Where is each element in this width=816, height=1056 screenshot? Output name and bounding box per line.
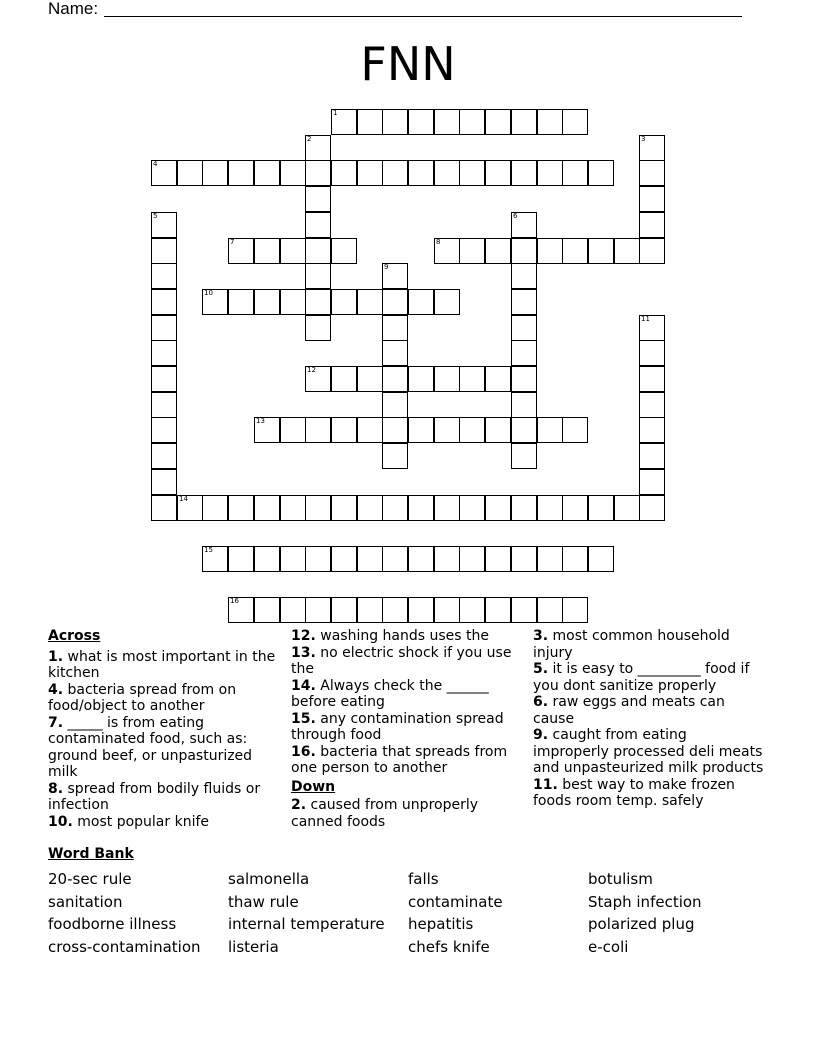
crossword-cell[interactable] xyxy=(305,186,331,212)
crossword-cell[interactable] xyxy=(485,495,511,521)
crossword-cell[interactable] xyxy=(151,469,177,495)
crossword-cell[interactable] xyxy=(228,546,254,572)
crossword-cell[interactable] xyxy=(562,417,588,443)
word-bank-item: chefs knife xyxy=(408,937,490,956)
clue-number: 8 xyxy=(436,238,441,246)
crossword-cell[interactable] xyxy=(254,495,280,521)
crossword-cell[interactable] xyxy=(305,546,331,572)
down-clue: 11. best way to make frozen foods room temp. safely xyxy=(533,776,735,809)
crossword-cell[interactable] xyxy=(151,315,177,341)
word-bank-item: contaminate xyxy=(408,892,503,911)
clue-number: 4 xyxy=(153,160,158,168)
word-bank-item: e-coli xyxy=(588,937,629,956)
crossword-cell[interactable] xyxy=(382,340,408,366)
down-clue: 5. it is easy to _________ food if you dont sanitize properly xyxy=(533,661,750,694)
down-clue: 9. caught from eating improperly processed deli meats and unpasteurized milk products xyxy=(533,727,764,776)
crossword-cell[interactable] xyxy=(280,495,306,521)
crossword-cell[interactable] xyxy=(202,289,228,315)
crossword-cell[interactable] xyxy=(511,289,537,315)
crossword-cell[interactable] xyxy=(459,597,485,623)
across-clue: 14. Always check the ______ before eating xyxy=(291,677,489,710)
crossword-cell[interactable] xyxy=(511,238,537,264)
clues-column-2 xyxy=(291,628,523,830)
word-bank-item: falls xyxy=(408,870,439,888)
crossword-cell[interactable] xyxy=(305,366,331,392)
across-clue: 10. most popular knife xyxy=(48,813,209,830)
crossword-cell[interactable] xyxy=(562,546,588,572)
crossword-cell[interactable] xyxy=(151,392,177,418)
crossword-cell[interactable] xyxy=(382,597,408,623)
crossword-cell[interactable] xyxy=(434,546,460,572)
crossword-cell[interactable] xyxy=(562,495,588,521)
crossword-cell[interactable] xyxy=(331,417,357,443)
crossword-cell[interactable] xyxy=(639,340,665,366)
crossword-cell[interactable] xyxy=(537,495,563,521)
crossword-cell[interactable] xyxy=(382,263,408,289)
crossword-cell[interactable] xyxy=(177,160,203,186)
across-clue: 4. bacteria spread from on food/object to another xyxy=(48,681,237,714)
crossword-cell[interactable] xyxy=(331,495,357,521)
crossword-cell[interactable] xyxy=(639,392,665,418)
crossword-cell[interactable] xyxy=(408,366,434,392)
crossword-cell[interactable] xyxy=(408,546,434,572)
crossword-cell[interactable] xyxy=(254,546,280,572)
crossword-cell[interactable] xyxy=(280,417,306,443)
down-heading: Down xyxy=(291,778,336,795)
word-bank-item: internal temperature xyxy=(228,915,385,933)
crossword-cell[interactable] xyxy=(280,597,306,623)
crossword-cell[interactable] xyxy=(639,212,665,238)
crossword-cell[interactable] xyxy=(305,495,331,521)
crossword-cell[interactable] xyxy=(357,597,383,623)
word-bank-item: polarized plug xyxy=(588,915,695,933)
crossword-cell[interactable] xyxy=(382,366,408,392)
crossword-cell[interactable] xyxy=(459,546,485,572)
crossword-cell[interactable] xyxy=(382,417,408,443)
crossword-cell[interactable] xyxy=(280,160,306,186)
crossword-cell[interactable] xyxy=(562,160,588,186)
word-bank-item: thaw rule xyxy=(228,892,299,911)
crossword-cell[interactable] xyxy=(588,495,614,521)
crossword-cell[interactable] xyxy=(408,495,434,521)
clue-number: 7 xyxy=(230,238,235,246)
crossword-cell[interactable] xyxy=(614,238,640,264)
crossword-cell[interactable] xyxy=(382,392,408,418)
crossword-cell[interactable] xyxy=(305,289,331,315)
crossword-cell[interactable] xyxy=(639,417,665,443)
crossword-cell[interactable] xyxy=(382,289,408,315)
word-bank-item: foodborne illness xyxy=(48,915,177,933)
crossword-cell[interactable] xyxy=(305,212,331,238)
crossword-cell[interactable] xyxy=(639,186,665,212)
crossword-cell[interactable] xyxy=(639,238,665,264)
crossword-cell[interactable] xyxy=(562,238,588,264)
crossword-cell[interactable] xyxy=(254,597,280,623)
crossword-cell[interactable] xyxy=(357,109,383,135)
crossword-cell[interactable] xyxy=(434,366,460,392)
crossword-cell[interactable] xyxy=(511,263,537,289)
crossword-cell[interactable] xyxy=(228,495,254,521)
crossword-cell[interactable] xyxy=(331,238,357,264)
crossword-cell[interactable] xyxy=(382,109,408,135)
word-bank-heading: Word Bank xyxy=(48,846,134,862)
crossword-cell[interactable] xyxy=(537,160,563,186)
clue-number: 6 xyxy=(513,212,518,220)
crossword-cell[interactable] xyxy=(485,417,511,443)
clue-number: 5 xyxy=(153,212,158,220)
word-bank-item: 20-sec rule xyxy=(48,870,132,888)
crossword-cell[interactable] xyxy=(537,238,563,264)
across-clue: 1. what is most important in the kitchen xyxy=(48,648,276,681)
crossword-cell[interactable] xyxy=(305,417,331,443)
clue-number: 9 xyxy=(384,263,389,271)
crossword-cell[interactable] xyxy=(639,469,665,495)
crossword-cell[interactable] xyxy=(408,160,434,186)
crossword-cell[interactable] xyxy=(151,417,177,443)
clue-number: 3 xyxy=(641,135,646,143)
crossword-cell[interactable] xyxy=(434,597,460,623)
crossword-cell[interactable] xyxy=(485,238,511,264)
crossword-cell[interactable] xyxy=(151,263,177,289)
clue-number: 14 xyxy=(179,495,188,503)
crossword-cell[interactable] xyxy=(639,160,665,186)
crossword-cell[interactable] xyxy=(357,289,383,315)
crossword-cell[interactable] xyxy=(151,212,177,238)
name-label: Name: xyxy=(48,0,99,18)
crossword-cell[interactable] xyxy=(459,109,485,135)
crossword-cell[interactable] xyxy=(228,289,254,315)
crossword-cell[interactable] xyxy=(511,340,537,366)
crossword-cell[interactable] xyxy=(511,392,537,418)
crossword-cell[interactable] xyxy=(459,366,485,392)
crossword-cell[interactable] xyxy=(511,160,537,186)
crossword-cell[interactable] xyxy=(254,289,280,315)
crossword-cell[interactable] xyxy=(639,366,665,392)
clues-column-1 xyxy=(48,628,280,830)
crossword-cell[interactable] xyxy=(588,238,614,264)
crossword-cell[interactable] xyxy=(639,135,665,161)
crossword-cell[interactable] xyxy=(331,597,357,623)
crossword-cell[interactable] xyxy=(228,238,254,264)
crossword-cell[interactable] xyxy=(331,160,357,186)
crossword-cell[interactable] xyxy=(434,238,460,264)
down-clue: 2. caused from unproperly canned foods xyxy=(291,797,479,830)
crossword-cell[interactable] xyxy=(537,546,563,572)
crossword-cell[interactable] xyxy=(511,212,537,238)
crossword-cell[interactable] xyxy=(305,597,331,623)
crossword-cell[interactable] xyxy=(151,340,177,366)
crossword-cell[interactable] xyxy=(511,109,537,135)
clue-number: 15 xyxy=(204,546,213,554)
crossword-cell[interactable] xyxy=(151,289,177,315)
crossword-cell[interactable] xyxy=(639,315,665,341)
crossword-cell[interactable] xyxy=(614,495,640,521)
crossword-cell[interactable] xyxy=(151,366,177,392)
word-bank-column-3 xyxy=(408,868,503,958)
crossword-cell[interactable] xyxy=(357,417,383,443)
crossword-cell[interactable] xyxy=(254,417,280,443)
crossword-cell[interactable] xyxy=(511,315,537,341)
crossword-cell[interactable] xyxy=(485,597,511,623)
crossword-cell[interactable] xyxy=(485,109,511,135)
crossword-cell[interactable] xyxy=(382,443,408,469)
crossword-cell[interactable] xyxy=(151,238,177,264)
crossword-cell[interactable] xyxy=(151,495,177,521)
crossword-cell[interactable] xyxy=(382,315,408,341)
crossword-cell[interactable] xyxy=(331,109,357,135)
across-clue: 7. _____ is from eating contaminated food, such as: ground beef, or unpasturized milk xyxy=(48,714,253,780)
crossword-cell[interactable] xyxy=(254,160,280,186)
crossword-cell[interactable] xyxy=(485,366,511,392)
across-clue: 15. any contamination spread through food xyxy=(291,710,504,743)
crossword-cell[interactable] xyxy=(254,238,280,264)
crossword-cell[interactable] xyxy=(562,597,588,623)
crossword-cell[interactable] xyxy=(280,289,306,315)
word-bank-item: sanitation xyxy=(48,892,123,911)
word-bank-item: Staph infection xyxy=(588,892,702,911)
crossword-cell[interactable] xyxy=(331,366,357,392)
crossword-cell[interactable] xyxy=(459,238,485,264)
crossword-cell[interactable] xyxy=(562,109,588,135)
crossword-cell[interactable] xyxy=(177,495,203,521)
crossword-cell[interactable] xyxy=(408,289,434,315)
page-title: FNN xyxy=(360,37,456,91)
crossword-cell[interactable] xyxy=(588,160,614,186)
clue-number: 16 xyxy=(230,597,239,605)
crossword-cell[interactable] xyxy=(357,160,383,186)
crossword-cell[interactable] xyxy=(434,160,460,186)
crossword-cell[interactable] xyxy=(408,417,434,443)
crossword-cell[interactable] xyxy=(434,289,460,315)
crossword-cell[interactable] xyxy=(588,546,614,572)
crossword-cell[interactable] xyxy=(511,546,537,572)
crossword-cell[interactable] xyxy=(280,546,306,572)
across-clue: 16. bacteria that spreads from one person to another xyxy=(291,743,508,776)
crossword-cell[interactable] xyxy=(459,160,485,186)
crossword-cell[interactable] xyxy=(382,160,408,186)
crossword-cell[interactable] xyxy=(202,160,228,186)
crossword-cell[interactable] xyxy=(537,417,563,443)
crossword-cell[interactable] xyxy=(511,366,537,392)
crossword-cell[interactable] xyxy=(511,417,537,443)
clues-column-3 xyxy=(533,628,765,810)
crossword-cell[interactable] xyxy=(408,597,434,623)
crossword-cell[interactable] xyxy=(434,495,460,521)
crossword-cell[interactable] xyxy=(357,495,383,521)
crossword-cell[interactable] xyxy=(639,495,665,521)
crossword-cell[interactable] xyxy=(382,546,408,572)
crossword-cell[interactable] xyxy=(280,238,306,264)
crossword-cell[interactable] xyxy=(408,109,434,135)
word-bank-column-4 xyxy=(588,868,702,958)
clue-number: 12 xyxy=(307,366,316,374)
crossword-cell[interactable] xyxy=(511,443,537,469)
crossword-cell[interactable] xyxy=(357,366,383,392)
across-heading: Across xyxy=(48,628,101,644)
crossword-cell[interactable] xyxy=(382,495,408,521)
clue-number: 1 xyxy=(333,109,338,117)
crossword-cell[interactable] xyxy=(305,135,331,161)
word-bank-item: listeria xyxy=(228,937,279,956)
crossword-cell[interactable] xyxy=(485,160,511,186)
crossword-cell[interactable] xyxy=(434,109,460,135)
across-clue: 8. spread from bodily fluids or infection xyxy=(48,780,261,813)
crossword-cell[interactable] xyxy=(537,597,563,623)
clue-number: 10 xyxy=(204,289,213,297)
crossword-cell[interactable] xyxy=(511,597,537,623)
crossword-cell[interactable] xyxy=(151,160,177,186)
crossword-cell[interactable] xyxy=(459,417,485,443)
crossword-cell[interactable] xyxy=(511,495,537,521)
crossword-cell[interactable] xyxy=(305,315,331,341)
crossword-cell[interactable] xyxy=(459,495,485,521)
word-bank-item: cross-contamination xyxy=(48,937,201,956)
crossword-cell[interactable] xyxy=(228,160,254,186)
crossword-cell[interactable] xyxy=(305,160,331,186)
down-clue: 3. most common household injury xyxy=(533,628,730,661)
clue-number: 11 xyxy=(641,315,650,323)
crossword-cell[interactable] xyxy=(202,495,228,521)
crossword-cell[interactable] xyxy=(202,546,228,572)
crossword-cell[interactable] xyxy=(331,546,357,572)
across-clue: 13. no electric shock if you use the xyxy=(291,644,512,677)
crossword-cell[interactable] xyxy=(228,597,254,623)
word-bank-column-2 xyxy=(228,868,385,958)
word-bank-item: botulism xyxy=(588,870,653,888)
crossword-cell[interactable] xyxy=(434,417,460,443)
down-clue: 6. raw eggs and meats can cause xyxy=(533,694,725,727)
word-bank-column-1 xyxy=(48,868,201,958)
crossword-cell[interactable] xyxy=(357,546,383,572)
word-bank-item: hepatitis xyxy=(408,915,474,933)
crossword-cell[interactable] xyxy=(151,443,177,469)
crossword-cell[interactable] xyxy=(485,546,511,572)
crossword-cell[interactable] xyxy=(331,289,357,315)
clue-number: 2 xyxy=(307,135,312,143)
across-clue: 12. washing hands uses the xyxy=(291,628,490,644)
word-bank-item: salmonella xyxy=(228,870,310,888)
clue-number: 13 xyxy=(256,417,265,425)
crossword-cell[interactable] xyxy=(305,263,331,289)
crossword-cell[interactable] xyxy=(639,443,665,469)
crossword-cell[interactable] xyxy=(305,238,331,264)
crossword-cell[interactable] xyxy=(537,109,563,135)
